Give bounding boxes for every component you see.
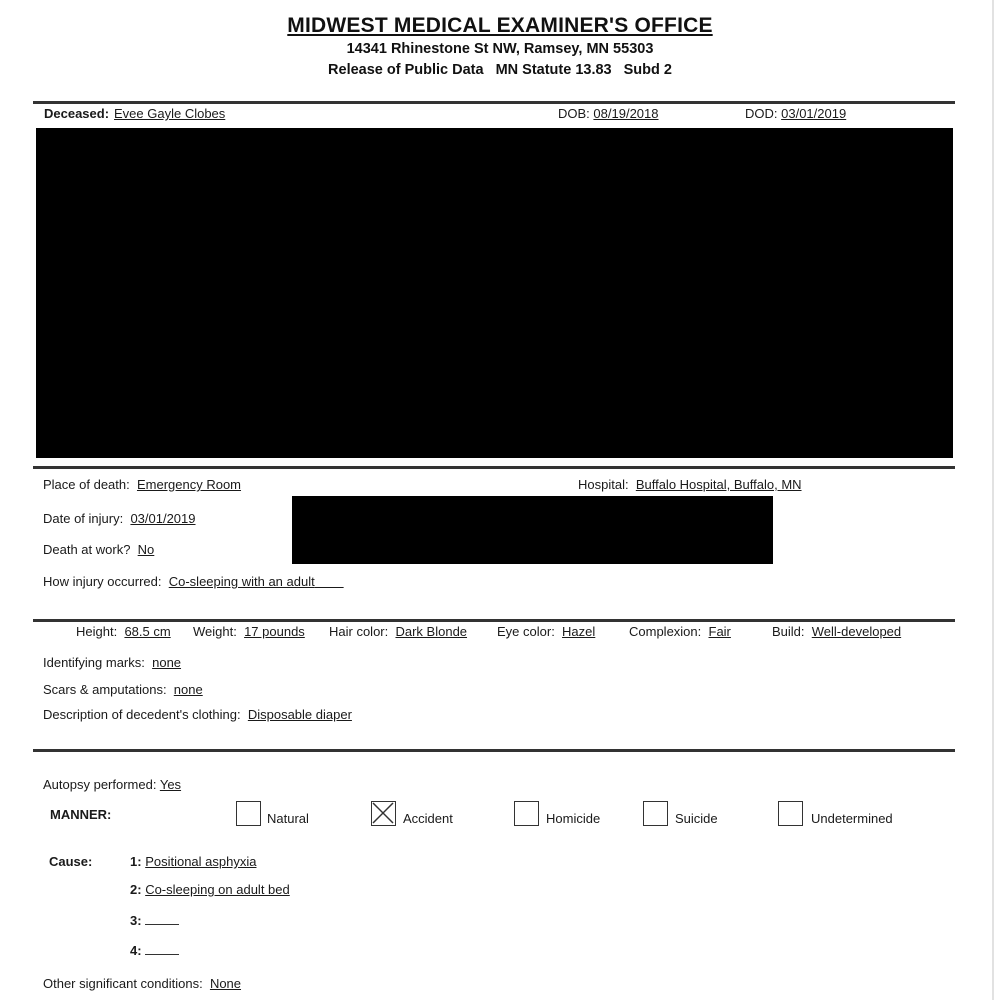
complexion-field: Complexion: Fair (629, 624, 731, 639)
subd-text: Subd 2 (623, 62, 672, 78)
eye-color-field: Eye color: Hazel (497, 624, 596, 639)
release-line (0, 62, 1000, 78)
other-significant-conditions: Other significant conditions: None (43, 976, 242, 991)
section-rule (33, 619, 955, 622)
cause-item-4: 4: (130, 942, 179, 959)
death-at-work: Death at work? No (43, 542, 155, 557)
release-text: Release of Public Data (328, 62, 484, 78)
section-rule (33, 466, 955, 469)
autopsy-performed: Autopsy performed: Yes (43, 777, 182, 792)
height-field: Height: 68.5 cm (76, 624, 171, 639)
manner-accident-label: Accident (403, 811, 453, 826)
build-field: Build: Well-developed (772, 624, 902, 639)
manner-natural-checkbox[interactable] (236, 801, 261, 826)
how-injury-occurred: How injury occurred: Co-sleeping with an adult (43, 574, 315, 589)
hospital-field: Hospital: Buffalo Hospital, Buffalo, MN (578, 477, 802, 492)
identifying-marks: Identifying marks: none (43, 655, 182, 670)
deceased-name: Evee Gayle Clobes (114, 106, 226, 121)
dod-field: DOD: 03/01/2019 (745, 106, 847, 121)
cause-item-3: 3: (130, 912, 179, 929)
date-of-injury: Date of injury: 03/01/2019 (43, 511, 196, 526)
redaction-block (36, 128, 953, 458)
cause-item-1: 1: Positional asphyxia (130, 854, 257, 869)
manner-homicide-label: Homicide (546, 811, 601, 826)
hair-color-field: Hair color: Dark Blonde (329, 624, 468, 639)
redaction-block (292, 496, 773, 564)
manner-label: MANNER: (50, 807, 112, 822)
manner-suicide-checkbox[interactable] (643, 801, 668, 826)
scars-amputations: Scars & amputations: none (43, 682, 203, 697)
manner-undetermined-label: Undetermined (811, 811, 893, 826)
office-title: MIDWEST MEDICAL EXAMINER'S OFFICE (287, 14, 713, 37)
check-x-icon (372, 802, 394, 824)
cause-label: Cause: (49, 854, 93, 869)
manner-undetermined-checkbox[interactable] (778, 801, 803, 826)
deceased-label: Deceased: (44, 106, 110, 121)
page-edge (992, 0, 994, 1000)
manner-suicide-label: Suicide (675, 811, 718, 826)
section-rule (33, 101, 955, 104)
statute-text: MN Statute 13.83 (495, 62, 612, 78)
manner-homicide-checkbox[interactable] (514, 801, 539, 826)
cause-item-2: 2: Co-sleeping on adult bed (130, 882, 290, 897)
section-rule (33, 749, 955, 752)
dob-field: DOB: 08/19/2018 (558, 106, 659, 121)
manner-accident-checkbox[interactable] (371, 801, 396, 826)
place-of-death: Place of death: Emergency Room (43, 477, 242, 492)
manner-natural-label: Natural (267, 811, 309, 826)
clothing-description: Description of decedent's clothing: Disposable diaper (43, 707, 352, 722)
weight-field: Weight: 17 pounds (193, 624, 305, 639)
office-address: 14341 Rhinestone St NW, Ramsey, MN 55303 (346, 41, 654, 57)
